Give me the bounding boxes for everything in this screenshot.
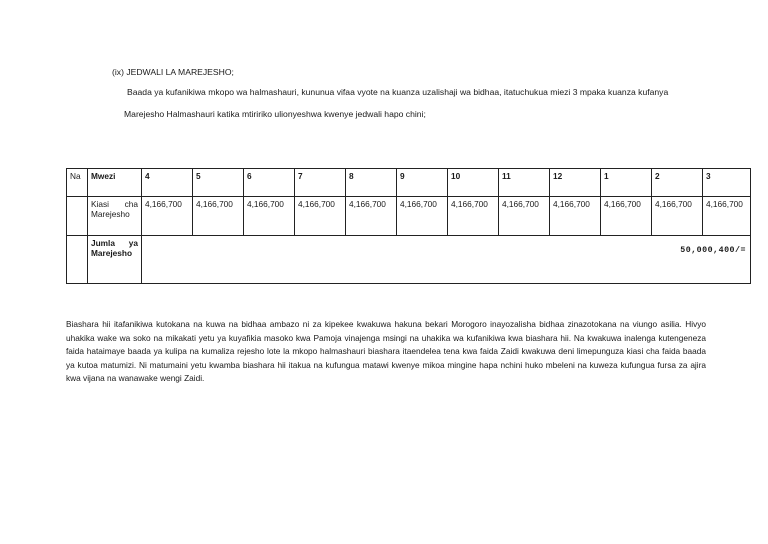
intro-line-2: Marejesho Halmashauri katika mtiririko ulionyeshwa kwenye jedwali hapo chini; bbox=[124, 109, 426, 119]
repayment-schedule-table bbox=[66, 168, 751, 284]
table-row-total bbox=[67, 236, 751, 284]
amount-cell: 4,166,700 bbox=[499, 197, 550, 236]
empty-cell bbox=[67, 197, 88, 236]
empty-cell bbox=[67, 236, 88, 284]
month-cell: 6 bbox=[244, 169, 295, 197]
total-row-label bbox=[88, 236, 142, 284]
month-cell: 9 bbox=[397, 169, 448, 197]
month-cell: 3 bbox=[703, 169, 751, 197]
amount-cell: 4,166,700 bbox=[448, 197, 499, 236]
amount-label-line-1: Kiasi cha bbox=[91, 199, 138, 209]
total-label-line-1: Jumla ya bbox=[91, 238, 138, 248]
month-cell: 10 bbox=[448, 169, 499, 197]
month-cell: 1 bbox=[601, 169, 652, 197]
header-na: Na bbox=[67, 169, 88, 197]
amount-cell: 4,166,700 bbox=[244, 197, 295, 236]
table-row-months bbox=[67, 169, 751, 197]
header-mwezi: Mwezi bbox=[88, 169, 142, 197]
amount-cell: 4,166,700 bbox=[142, 197, 193, 236]
amount-cell: 4,166,700 bbox=[346, 197, 397, 236]
amount-cell: 4,166,700 bbox=[295, 197, 346, 236]
intro-line-1: Baada ya kufanikiwa mkopo wa halmashauri, kununua vifaa vyote na kuanza uzalishaji wa bidhaa, itatuchukua miezi 3 mpaka kuanza kufanya bbox=[127, 87, 669, 97]
amount-cell: 4,166,700 bbox=[193, 197, 244, 236]
month-cell: 4 bbox=[142, 169, 193, 197]
month-cell: 11 bbox=[499, 169, 550, 197]
month-cell: 8 bbox=[346, 169, 397, 197]
month-cell: 12 bbox=[550, 169, 601, 197]
amount-row-label bbox=[88, 197, 142, 236]
amount-cell: 4,166,700 bbox=[550, 197, 601, 236]
total-label-line-2: Marejesho bbox=[91, 248, 133, 258]
month-cell: 5 bbox=[193, 169, 244, 197]
amount-cell: 4,166,700 bbox=[397, 197, 448, 236]
amount-cell: 4,166,700 bbox=[703, 197, 751, 236]
month-cell: 2 bbox=[652, 169, 703, 197]
amount-label-line-2: Marejesho bbox=[91, 209, 130, 219]
section-heading: (ix) JEDWALI LA MAREJESHO; bbox=[112, 67, 234, 77]
month-cell: 7 bbox=[295, 169, 346, 197]
amount-cell: 4,166,700 bbox=[652, 197, 703, 236]
total-amount: 50,000,400/= bbox=[142, 236, 751, 284]
body-paragraph: Biashara hii itafanikiwa kutokana na kuwa na bidhaa ambazo ni za kipekee kwakuwa hakuna bekari Morogoro inayozalisha bidhaa zinazotokana na viungo asilia. Hivyo uhakika wake wa soko na mikakati yetu ya kuyafikia masoko kwa Pamoja vinajenga msingi na uhakika wa kufanikiwa kwa biashara hii. Na kwakuwa inalenga kutengeneza faida hataimaye baada ya kulipa na kumaliza rejesho lote la mkopo halmashauri biashara itaendelea tena kwa faida Zaidi kwakuwa deni limepunguza kiasi cha faida baada ya kutoa matumizi. Ni matumaini yetu kwamba biashara hii itakua na kufungua matawi kwenye mikoa mingine hapa nchini huko mbeleni na kuweza kufungua fursa za ajira kwa vijana na wanawake wengi Zaidi. bbox=[66, 319, 706, 383]
table-row-amounts bbox=[67, 197, 751, 236]
amount-cell: 4,166,700 bbox=[601, 197, 652, 236]
